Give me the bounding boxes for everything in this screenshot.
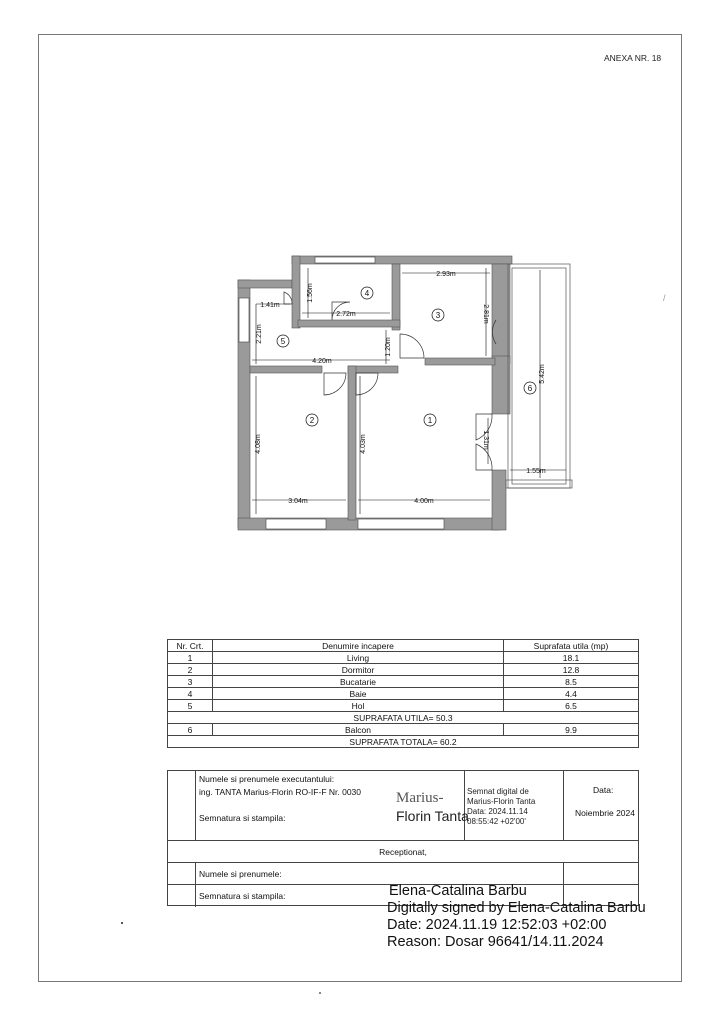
room-number-kitchen: 3 xyxy=(435,311,441,320)
dim-balcony-height: 5.42m xyxy=(539,364,546,384)
balcony-area: 9.9 xyxy=(504,724,639,736)
door-hall-west xyxy=(284,292,292,304)
row-area: 18.1 xyxy=(504,652,639,664)
room-number-living: 1 xyxy=(427,416,433,425)
date-value: Noiembrie 2024 xyxy=(574,808,635,818)
stamp-line: Marius-Florin Tanta xyxy=(467,797,536,806)
door-bedroom xyxy=(324,373,346,395)
grand-total: SUPRAFATA TOTALA= 60.2 xyxy=(168,736,639,748)
dim-hall-small: 1.41m xyxy=(260,302,280,309)
row-nr: 2 xyxy=(168,664,213,676)
door-kitchen xyxy=(400,334,424,358)
window-living xyxy=(358,519,444,529)
window-bath xyxy=(315,257,375,263)
table-header-row xyxy=(168,640,639,652)
dim-hall-door: 1.20m xyxy=(385,337,392,357)
dim-balcony-door: 1.31m xyxy=(482,430,489,450)
header-nr: Nr. Crt. xyxy=(168,640,213,652)
row-nr: 3 xyxy=(168,676,213,688)
wall-living-east-bottom xyxy=(492,470,506,530)
dim-bedroom-width: 3.04m xyxy=(288,498,308,505)
row-area: 12.8 xyxy=(504,664,639,676)
table-row xyxy=(168,652,639,664)
window-hall xyxy=(239,298,249,342)
balcony-name: Balcon xyxy=(213,724,504,736)
dim-living-height: 4.03m xyxy=(360,434,367,454)
stamp-name-second: Florin Tanta xyxy=(396,808,469,824)
dim-bath-width: 2.72m xyxy=(336,311,356,318)
row-name: Living xyxy=(213,652,504,664)
dim-bath-height: 1.56m xyxy=(307,283,314,303)
header-area: Suprafata utila (mp) xyxy=(504,640,639,652)
signature-line-2: Date: 2024.11.19 12:52:03 +02:00 xyxy=(387,917,607,933)
signature-line-3: Reason: Dosar 96641/14.11.2024 xyxy=(387,934,604,950)
receptionat-sign-label: Semnatura si stampila: xyxy=(199,891,286,901)
balcony-row xyxy=(168,724,639,736)
table-row xyxy=(168,676,639,688)
dim-bedroom-height: 4.08m xyxy=(255,434,262,454)
header-name: Denumire incapere xyxy=(213,640,504,652)
wall-hall-bedroom xyxy=(250,366,322,373)
wall-kitchen-living xyxy=(425,358,495,365)
row-name: Hol xyxy=(213,700,504,712)
row-name: Baie xyxy=(213,688,504,700)
area-table xyxy=(167,639,639,748)
wall-bedroom-living xyxy=(348,366,356,520)
digital-signature xyxy=(387,883,646,951)
wall-bath-west xyxy=(292,256,300,328)
scan-dot xyxy=(319,992,321,994)
stamp-line: 08:55:42 +02'00' xyxy=(467,817,526,826)
receptionat-label: Receptionat, xyxy=(379,847,427,857)
row-name: Bucatarie xyxy=(213,676,504,688)
scan-mark: / xyxy=(663,293,666,303)
receptionat-name-label: Numele si prenumele: xyxy=(199,869,282,879)
grand-total-row xyxy=(168,736,639,748)
dim-living-width: 4.00m xyxy=(414,498,434,505)
wall-bath-south xyxy=(298,320,400,327)
signer-name: Elena-Catalina Barbu xyxy=(389,883,527,899)
stamp-line: Semnat digital de xyxy=(467,787,529,796)
window-bedroom xyxy=(266,519,326,529)
dim-hall-height: 2.21m xyxy=(256,324,263,344)
useful-total: SUPRAFATA UTILA= 50.3 xyxy=(168,712,639,724)
row-nr: 4 xyxy=(168,688,213,700)
executant-sign-label: Semnatura si stampila: xyxy=(199,813,286,823)
room-number-balcony: 6 xyxy=(527,384,533,393)
table-row xyxy=(168,700,639,712)
door-living xyxy=(356,373,378,395)
dim-hall-width: 4.20m xyxy=(312,358,332,365)
row-area: 8.5 xyxy=(504,676,639,688)
executant-name: ing. TANTA Marius-Florin RO-IF-F Nr. 0030 xyxy=(199,787,362,797)
useful-total-row xyxy=(168,712,639,724)
annex-number: ANEXA NR. 18 xyxy=(604,53,662,63)
dim-kitchen-width: 2.93m xyxy=(436,271,456,278)
row-nr: 5 xyxy=(168,700,213,712)
date-label: Data: xyxy=(593,785,614,795)
dim-balcony-width: 1.55m xyxy=(526,468,546,475)
scan-dot xyxy=(121,922,123,924)
wall-north-hall xyxy=(238,280,292,288)
dim-kitchen-height: 2.81m xyxy=(482,304,489,324)
wall-kitchen-east xyxy=(492,264,510,364)
row-name: Dormitor xyxy=(213,664,504,676)
row-area: 4.4 xyxy=(504,688,639,700)
stamp-line: Data: 2024.11.14 xyxy=(467,807,528,816)
table-row xyxy=(168,664,639,676)
row-nr: 1 xyxy=(168,652,213,664)
stamp-name-first: Marius- xyxy=(396,790,444,806)
room-number-bath: 4 xyxy=(364,289,370,298)
stamp-details xyxy=(467,787,535,827)
signature-line-1: Digitally signed by Elena-Catalina Barbu xyxy=(387,900,646,916)
balcony-nr: 6 xyxy=(168,724,213,736)
row-area: 6.5 xyxy=(504,700,639,712)
room-number-hall: 5 xyxy=(280,337,286,346)
executant-label: Numele si prenumele executantului: xyxy=(199,774,335,784)
room-number-bedroom: 2 xyxy=(309,416,315,425)
table-row xyxy=(168,688,639,700)
